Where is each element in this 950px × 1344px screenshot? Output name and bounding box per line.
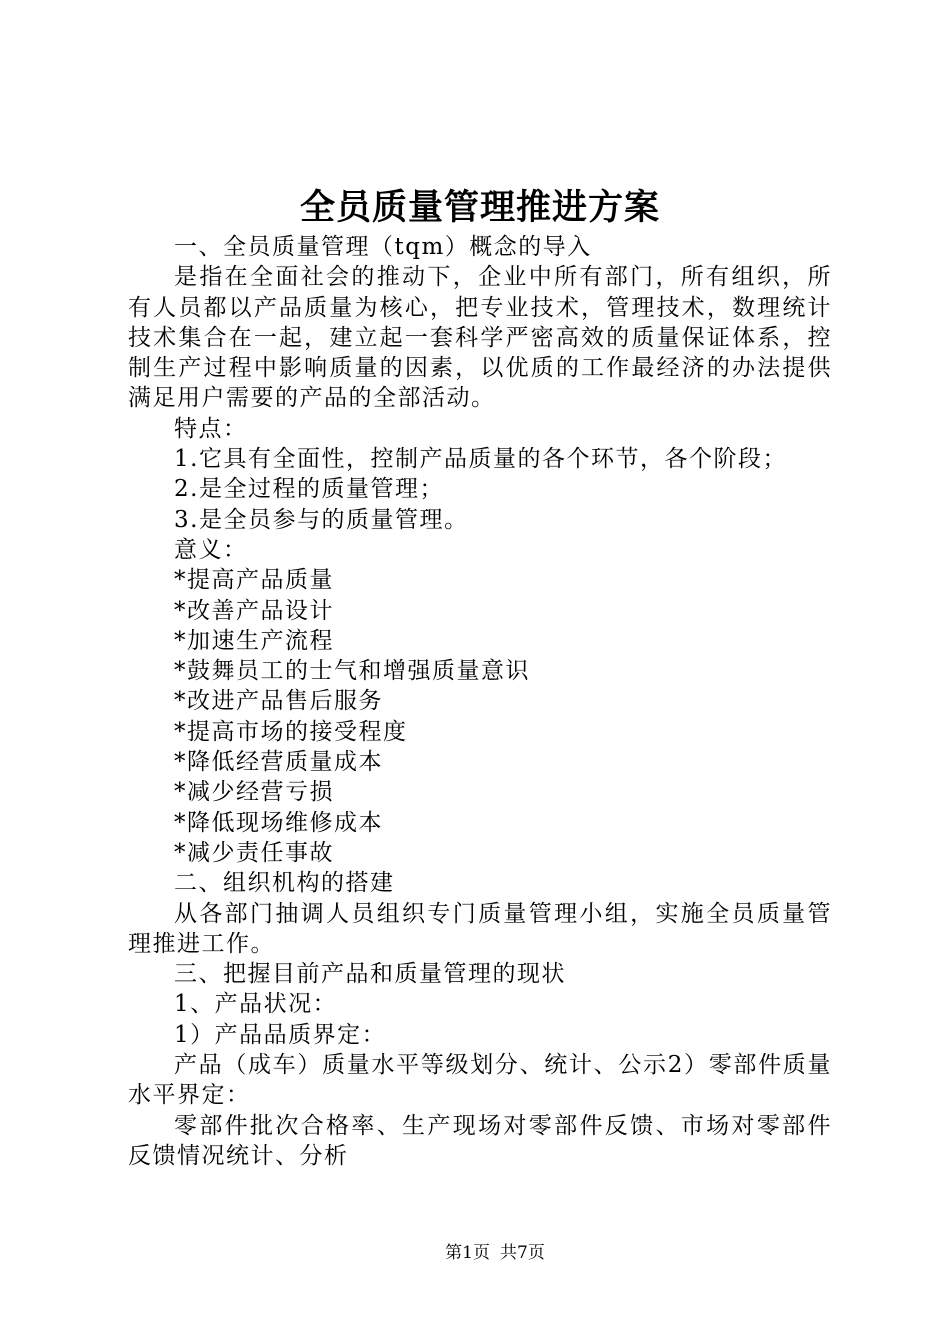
- body-paragraph: 零部件批次合格率、生产现场对零部件反馈、市场对零部件反馈情况统计、分析: [128, 1112, 832, 1169]
- section-heading-2: 二、组织机构的搭建: [174, 870, 395, 897]
- significance-item: *减少责任事故: [174, 839, 334, 866]
- significance-item: *改善产品设计: [174, 597, 334, 624]
- significance-item: *改进产品售后服务: [174, 688, 383, 715]
- subsection-heading: 1、产品状况：: [174, 991, 338, 1018]
- section-heading-3: 三、把握目前产品和质量管理的现状: [174, 961, 566, 988]
- feature-item: 2.是全过程的质量管理；: [174, 476, 444, 503]
- body-paragraph: 从各部门抽调人员组织专门质量管理小组，实施全员质量管理推进工作。: [128, 900, 832, 957]
- page-footer: [0, 1242, 950, 1264]
- document-title: 全员质量管理推进方案: [299, 187, 660, 228]
- significance-item: *加速生产流程: [174, 627, 334, 654]
- document-body: [128, 232, 832, 1171]
- significance-item: *鼓舞员工的士气和增强质量意识: [174, 658, 530, 685]
- subsection-heading: 1）产品品质界定：: [174, 1021, 387, 1048]
- page-number: 第1页: [445, 1243, 490, 1263]
- feature-item: 1.它具有全面性，控制产品质量的各个环节，各个阶段；: [174, 446, 787, 473]
- significance-label: 意义：: [174, 536, 248, 563]
- section-heading-1: 一、全员质量管理（tqm）概念的导入: [174, 234, 592, 260]
- significance-item: *减少经营亏损: [174, 779, 334, 806]
- body-paragraph: 是指在全面社会的推动下，企业中所有部门，所有组织，所有人员都以产品质量为核心，把专业技术，管理技术，数理统计技术集合在一起，建立起一套科学严密高效的质量保证体系，控制生产过程中影响质量的因素，以优质的工作最经济的办法提供满足用户需要的产品的全部活动。: [128, 264, 832, 412]
- page-total: 共7页: [500, 1243, 545, 1263]
- significance-item: *提高产品质量: [174, 567, 334, 594]
- features-label: 特点：: [174, 415, 248, 442]
- significance-item: *降低现场维修成本: [174, 809, 383, 836]
- body-paragraph: 产品（成车）质量水平等级划分、统计、公示2）零部件质量水平界定：: [128, 1052, 832, 1109]
- significance-item: *降低经营质量成本: [174, 749, 383, 776]
- significance-item: *提高市场的接受程度: [174, 718, 408, 745]
- feature-item: 3.是全员参与的质量管理。: [174, 506, 469, 533]
